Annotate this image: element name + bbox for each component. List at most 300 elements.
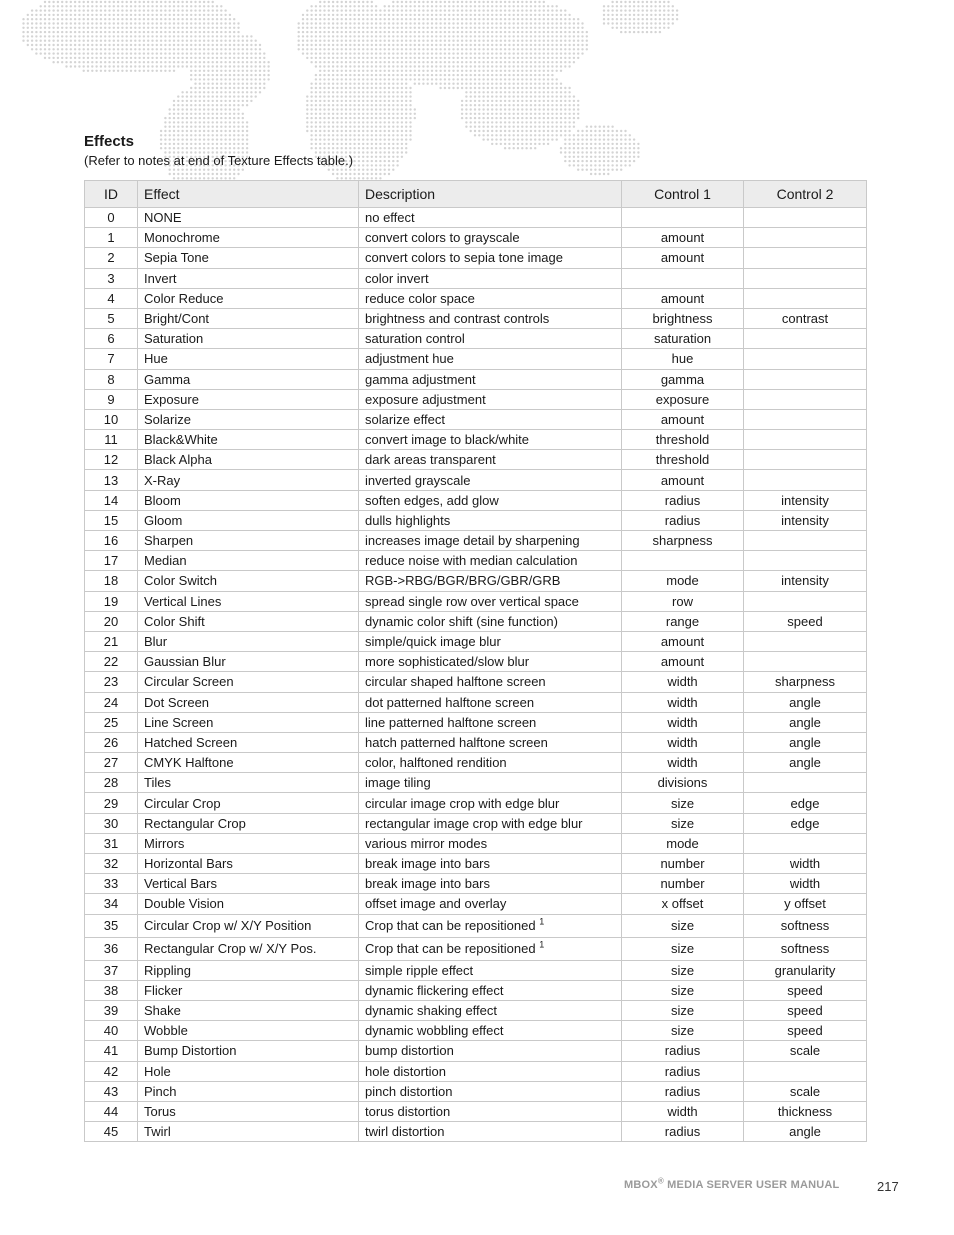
cell-control-2 [744,813,867,833]
cell-control-2 [744,268,867,288]
cell-effect [138,773,359,793]
cell-effect-text: Rectangular Crop [144,815,246,831]
cell-control-1 [622,531,744,551]
cell-control-1 [622,672,744,692]
cell-effect [138,208,359,228]
cell-control-1 [622,1101,744,1121]
cell-control-2 [744,591,867,611]
cell-id [85,611,138,631]
cell-control-1 [622,980,744,1000]
cell-control-2 [744,1101,867,1121]
cell-id-text: 38 [103,982,119,998]
cell-control-1 [622,450,744,470]
cell-control-2 [744,854,867,874]
table-row [85,611,867,631]
registered-mark: ® [657,1176,664,1186]
cell-effect-text: Mirrors [144,835,185,851]
cell-description-text: inverted grayscale [365,472,471,488]
table-row [85,692,867,712]
cell-effect [138,531,359,551]
cell-id [85,409,138,429]
cell-effect [138,430,359,450]
cell-description [359,631,622,651]
cell-control-1-text: amount [660,250,705,266]
cell-effect [138,268,359,288]
cell-description-text: break image into bars [365,876,491,892]
cell-description-text: color, halftoned rendition [365,755,507,771]
cell-control-2-text: angle [789,755,821,771]
header-control-2: Control 2 [744,181,867,208]
cell-control-1-text: amount [660,472,705,488]
cell-control-2 [744,894,867,914]
cell-description-text: various mirror modes [365,835,488,851]
cell-effect [138,652,359,672]
cell-id-text: 3 [107,270,115,286]
cell-effect [138,692,359,712]
cell-control-2 [744,753,867,773]
table-row [85,369,867,389]
cell-effect-text: Circular Screen [144,674,234,690]
cell-control-1-text: radius [664,492,701,508]
cell-description-text: increases image detail by sharpening [365,533,580,549]
cell-effect [138,1021,359,1041]
cell-description-text: simple/quick image blur [365,634,501,650]
cell-control-2 [744,288,867,308]
cell-description-text: RGB->RBG/BGR/BRG/GBR/GRB [365,573,561,589]
cell-control-1 [622,914,744,937]
cell-control-2 [744,389,867,409]
table-row [85,937,867,960]
cell-id [85,551,138,571]
cell-id [85,308,138,328]
cell-control-1-text: radius [664,1063,701,1079]
cell-description [359,389,622,409]
table-row [85,813,867,833]
cell-description [359,980,622,1000]
table-row [85,510,867,530]
cell-description [359,753,622,773]
cell-control-1-text: threshold [655,432,710,448]
cell-id [85,268,138,288]
cell-effect [138,937,359,960]
table-row [85,450,867,470]
table-row [85,652,867,672]
cell-control-1-text: size [670,962,695,978]
cell-control-1-text: x offset [661,896,704,912]
cell-effect-text: Exposure [144,391,199,407]
cell-control-1-text: width [667,714,698,730]
cell-effect [138,732,359,752]
table-row [85,732,867,752]
cell-description-text: dulls highlights [365,512,451,528]
cell-control-1 [622,773,744,793]
table-row [85,591,867,611]
table-row [85,430,867,450]
cell-control-1-text: amount [660,230,705,246]
cell-control-1 [622,1021,744,1041]
cell-effect [138,369,359,389]
cell-description-text: circular image crop with edge blur [365,795,560,811]
cell-effect-text: Circular Crop w/ X/Y Position [144,918,312,934]
cell-id-text: 5 [107,311,115,327]
cell-description-text: no effect [365,210,415,226]
cell-description [359,268,622,288]
cell-control-1 [622,833,744,853]
table-row [85,248,867,268]
table-row [85,1122,867,1142]
cell-id [85,248,138,268]
cell-description [359,329,622,349]
cell-control-1 [622,937,744,960]
cell-description-text: hole distortion [365,1063,446,1079]
cell-control-1-text: threshold [655,452,710,468]
cell-description-text: dynamic color shift (sine function) [365,613,558,629]
cell-control-2 [744,430,867,450]
cell-control-2 [744,960,867,980]
cell-control-1 [622,490,744,510]
cell-control-2-text: angle [789,694,821,710]
cell-id-text: 37 [103,962,119,978]
cell-control-1 [622,228,744,248]
cell-id-text: 2 [107,250,115,266]
cell-control-2 [744,1081,867,1101]
cell-control-2 [744,611,867,631]
cell-id-text: 24 [103,694,119,710]
cell-control-2-text: y offset [784,896,826,912]
cell-id [85,652,138,672]
cell-effect-text: Hole [144,1063,171,1079]
cell-id-text: 4 [107,290,115,306]
cell-description [359,813,622,833]
cell-description [359,793,622,813]
cell-control-1-text: width [667,734,698,750]
cell-id-text: 6 [107,331,115,347]
cell-effect-text: Twirl [144,1124,171,1140]
cell-effect [138,591,359,611]
cell-control-2-text: contrast [781,311,829,327]
cell-control-1-text: size [670,1023,695,1039]
cell-id [85,329,138,349]
table-row [85,228,867,248]
cell-effect [138,409,359,429]
cell-control-1 [622,732,744,752]
cell-id-text: 26 [103,734,119,750]
cell-description-text: dynamic shaking effect [365,1003,497,1019]
cell-id [85,288,138,308]
table-row [85,631,867,651]
cell-id [85,813,138,833]
cell-control-2 [744,329,867,349]
cell-description-text: gamma adjustment [365,371,476,387]
cell-id-text: 14 [103,492,119,508]
cell-description [359,248,622,268]
cell-description [359,833,622,853]
cell-control-1 [622,793,744,813]
cell-control-1 [622,854,744,874]
header-control-1: Control 1 [622,181,744,208]
cell-effect-text: Dot Screen [144,694,210,710]
cell-effect-text: Wobble [144,1023,188,1039]
cell-id-text: 18 [103,573,119,589]
cell-id [85,854,138,874]
cell-control-2 [744,409,867,429]
cell-effect [138,793,359,813]
table-row [85,753,867,773]
cell-effect-text: NONE [144,210,182,226]
cell-id [85,874,138,894]
cell-effect-text: Double Vision [144,896,224,912]
cell-control-2 [744,349,867,369]
cell-description [359,288,622,308]
table-row [85,288,867,308]
cell-control-1-text: size [670,815,695,831]
table-row [85,854,867,874]
table-row [85,672,867,692]
cell-id-text: 23 [103,674,119,690]
cell-effect-text: Vertical Lines [144,593,222,609]
cell-control-2 [744,1061,867,1081]
cell-effect-text: Bright/Cont [144,311,210,327]
cell-control-2-text: intensity [781,512,829,528]
cell-control-2 [744,470,867,490]
cell-effect-text: Color Reduce [144,290,224,306]
cell-description [359,692,622,712]
cell-control-1-text: amount [660,411,705,427]
cell-control-1-text: width [667,674,698,690]
cell-effect-text: Rippling [144,962,191,978]
cell-id-text: 36 [103,941,119,957]
cell-control-1-text: row [672,593,693,609]
cell-effect-text: Saturation [144,331,204,347]
cell-description [359,1101,622,1121]
cell-id-text: 27 [103,755,119,771]
cell-id [85,470,138,490]
cell-id [85,1122,138,1142]
cell-control-1-text: mode [666,573,699,589]
cell-effect-text: Circular Crop [144,795,221,811]
cell-control-1 [622,308,744,328]
cell-description [359,914,622,937]
header-description: Description [359,181,622,208]
cell-effect [138,1101,359,1121]
table-row [85,1021,867,1041]
cell-control-2 [744,369,867,389]
cell-control-1 [622,551,744,571]
section-note: (Refer to notes at end of Texture Effects table.) [84,153,354,168]
cell-id [85,349,138,369]
cell-control-2-text: speed [787,1003,823,1019]
cell-effect-text: Median [144,553,187,569]
cell-id [85,1000,138,1020]
cell-id-text: 7 [107,351,115,367]
cell-effect-text: Blur [144,634,168,650]
cell-id-text: 8 [107,371,115,387]
cell-control-2 [744,874,867,894]
cell-control-1 [622,430,744,450]
cell-id [85,571,138,591]
table-row [85,470,867,490]
cell-id [85,591,138,611]
cell-effect-text: Bump Distortion [144,1043,237,1059]
cell-description [359,308,622,328]
cell-id-text: 13 [103,472,119,488]
cell-control-2 [744,773,867,793]
table-row [85,389,867,409]
cell-description-text: dot patterned halftone screen [365,694,535,710]
header-id: ID [85,181,138,208]
cell-effect [138,672,359,692]
cell-description-text: pinch distortion [365,1083,453,1099]
cell-control-1 [622,894,744,914]
cell-description [359,732,622,752]
cell-description-text: Crop that can be repositioned [365,941,536,957]
cell-effect-text: Horizontal Bars [144,856,233,872]
cell-effect [138,914,359,937]
cell-control-2-text: intensity [781,492,829,508]
cell-description [359,409,622,429]
cell-description-text: dynamic wobbling effect [365,1023,504,1039]
cell-control-2 [744,551,867,571]
cell-id [85,228,138,248]
cell-control-1 [622,349,744,369]
cell-control-2-text: width [789,856,821,872]
cell-control-1 [622,288,744,308]
cell-control-2 [744,833,867,853]
cell-control-1-text: width [667,1103,698,1119]
cell-description [359,369,622,389]
cell-id [85,672,138,692]
cell-effect-text: Hue [144,351,168,367]
cell-id [85,833,138,853]
cell-description [359,672,622,692]
cell-description-text: color invert [365,270,429,286]
cell-control-1 [622,389,744,409]
cell-id-text: 17 [103,553,119,569]
cell-control-1-text: radius [664,512,701,528]
cell-control-2 [744,228,867,248]
cell-effect-text: CMYK Halftone [144,755,234,771]
table-row [85,1081,867,1101]
cell-effect-text: Solarize [144,411,191,427]
cell-control-2-text: granularity [774,962,836,978]
cell-id [85,753,138,773]
cell-description [359,1081,622,1101]
cell-effect [138,753,359,773]
cell-description [359,1000,622,1020]
cell-id-text: 25 [103,714,119,730]
table-row [85,773,867,793]
cell-control-1-text: size [670,982,695,998]
cell-control-1 [622,248,744,268]
cell-control-1 [622,631,744,651]
cell-control-1 [622,712,744,732]
cell-id-text: 15 [103,512,119,528]
cell-control-2-text: width [789,876,821,892]
cell-description [359,712,622,732]
table-row [85,874,867,894]
section-heading-block [84,132,353,170]
cell-control-1 [622,369,744,389]
cell-effect [138,874,359,894]
cell-id [85,1101,138,1121]
cell-control-2 [744,531,867,551]
cell-description [359,854,622,874]
cell-description [359,894,622,914]
cell-control-1 [622,652,744,672]
cell-id [85,980,138,1000]
cell-description-text: convert colors to grayscale [365,230,520,246]
cell-description [359,490,622,510]
table-row [85,490,867,510]
table-row [85,308,867,328]
cell-id [85,773,138,793]
cell-control-1-text: number [660,856,705,872]
cell-id-text: 29 [103,795,119,811]
table-row [85,1101,867,1121]
cell-description-text: dark areas transparent [365,452,496,468]
cell-effect [138,248,359,268]
cell-control-1-text: size [670,941,695,957]
cell-description [359,208,622,228]
footer-title-text: MEDIA SERVER USER MANUAL [663,1179,840,1191]
cell-description [359,591,622,611]
cell-description-text: torus distortion [365,1103,451,1119]
cell-effect-text: Gaussian Blur [144,654,226,670]
cell-id [85,531,138,551]
footnote-mark: 1 [539,916,545,927]
footer-brand: MBOX [624,1179,658,1191]
cell-effect-text: Monochrome [144,230,220,246]
cell-effect-text: Flicker [144,982,183,998]
cell-control-2 [744,732,867,752]
cell-id-text: 35 [103,918,119,934]
cell-effect-text: Gamma [144,371,191,387]
cell-control-1 [622,1041,744,1061]
cell-description [359,450,622,470]
cell-id-text: 22 [103,654,119,670]
cell-control-2-text: edge [790,815,820,831]
table-row [85,980,867,1000]
cell-control-1-text: width [667,694,698,710]
cell-control-2 [744,692,867,712]
cell-effect [138,510,359,530]
cell-control-2-text: speed [787,613,823,629]
cell-id [85,510,138,530]
cell-id-text: 44 [103,1103,119,1119]
cell-effect [138,228,359,248]
cell-effect-text: Shake [144,1003,181,1019]
cell-effect [138,490,359,510]
cell-control-1-text: radius [664,1124,701,1140]
cell-effect [138,894,359,914]
cell-effect [138,712,359,732]
cell-id-text: 20 [103,613,119,629]
header-effect: Effect [138,181,359,208]
footnote-mark: 1 [539,939,545,950]
cell-description-text: saturation control [365,331,465,347]
cell-effect-text: Tiles [144,775,171,791]
cell-effect [138,1122,359,1142]
cell-description-text: dynamic flickering effect [365,982,504,998]
cell-control-2 [744,248,867,268]
cell-description-text: spread single row over vertical space [365,593,579,609]
cell-description-text: rectangular image crop with edge blur [365,815,583,831]
cell-control-1 [622,268,744,288]
cell-control-1-text: gamma [660,371,705,387]
cell-id [85,960,138,980]
cell-control-2-text: intensity [781,573,829,589]
cell-description [359,1021,622,1041]
